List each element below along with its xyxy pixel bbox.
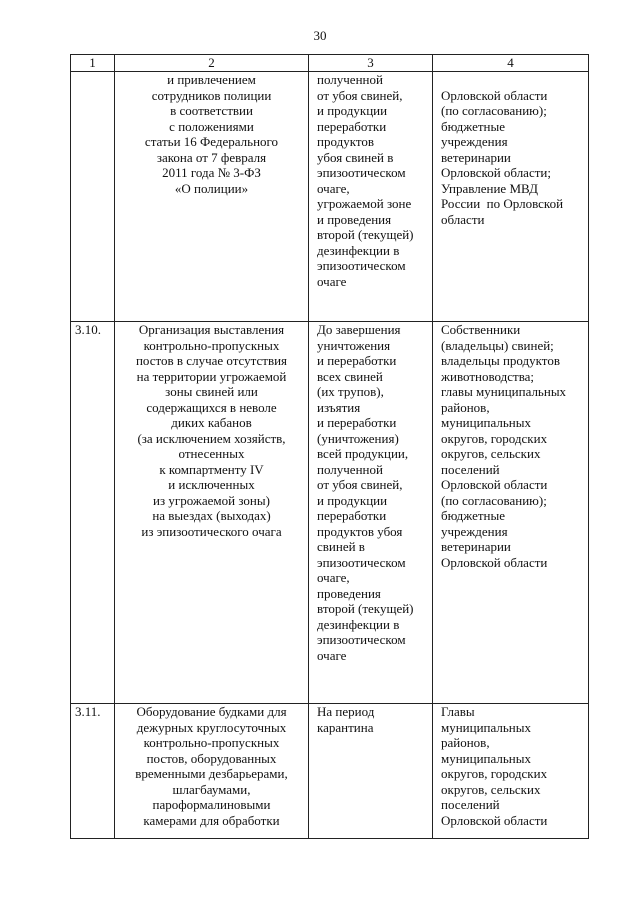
column-header-3: 3: [309, 55, 433, 72]
row-number: [71, 72, 115, 322]
column-header-2: 2: [115, 55, 309, 72]
measure-text: Организация выставления контрольно-пропускных постов в случае отсутствия на территории угрожаемой зоны свиней или содержащихся в неволе диких кабанов (за исключением хозяйств, отнесенных к компартменту IV и исключенных из угрожаемой зоны) на выездах (выходах) из эпизоотического очага: [135, 322, 288, 539]
table-row: [71, 704, 589, 839]
column-header-4: 4: [433, 55, 589, 72]
page-number: 30: [313, 28, 327, 43]
period-text: До завершения уничтожения и переработки всех свиней (их трупов), изъятия и переработки (уничтожения) всей продукции, полученной от убоя свиней, и продукции переработки продуктов убоя свиней в эпизоотическом очаге, проведения второй (текущей) дезинфекции в эпизоотическом очаге: [317, 322, 414, 663]
period-text: полученной от убоя свиней, и продукции переработки продуктов убоя свиней в эпизоотическом очаге, угрожаемой зоне и проведения второй (текущей) дезинфекции в эпизоотическом очаге: [317, 72, 414, 289]
table-row: [71, 72, 589, 322]
row-number-text: 3.10.: [75, 322, 101, 337]
row-number: [71, 704, 115, 839]
responsible-text: Главы муниципальных районов, муниципальных округов, городских округов, сельских поселений Орловской области: [441, 704, 548, 828]
measure-cell: [115, 322, 309, 704]
table-header-row: [71, 55, 589, 72]
table-row: [71, 322, 589, 704]
period-cell: [309, 72, 433, 322]
responsible-cell: [433, 322, 589, 704]
measure-cell: [115, 72, 309, 322]
period-cell: [309, 704, 433, 839]
period-text: На период карантина: [317, 704, 375, 735]
responsible-cell: [433, 704, 589, 839]
responsible-text: Собственники (владельцы) свиней; владельцы продуктов животноводства; главы муниципальных районов, муниципальных округов, городских округов, сельских поселений Орловской области (по согласованию); бюджетные учреждения ветеринарии Орловской области: [441, 322, 567, 570]
column-header-1: 1: [71, 55, 115, 72]
row-number-text: 3.11.: [75, 704, 101, 719]
period-cell: [309, 322, 433, 704]
measure-text: Оборудование будками для дежурных круглосуточных контрольно-пропускных постов, оборудованных временными дезбарьерами, шлагбаумами, пароформалиновыми камерами для обработки: [135, 704, 288, 828]
measures-table: [70, 54, 589, 839]
responsible-text: Орловской области (по согласованию); бюджетные учреждения ветеринарии Орловской области; Управление МВД России по Орловской области: [441, 87, 564, 227]
measure-text: и привлечением сотрудников полиции в соответствии с положениями статьи 16 Федерального закона от 7 февраля 2011 года № 3-ФЗ «О полиции»: [144, 72, 279, 196]
responsible-cell: [433, 72, 589, 322]
measure-cell: [115, 704, 309, 839]
row-number: [71, 322, 115, 704]
